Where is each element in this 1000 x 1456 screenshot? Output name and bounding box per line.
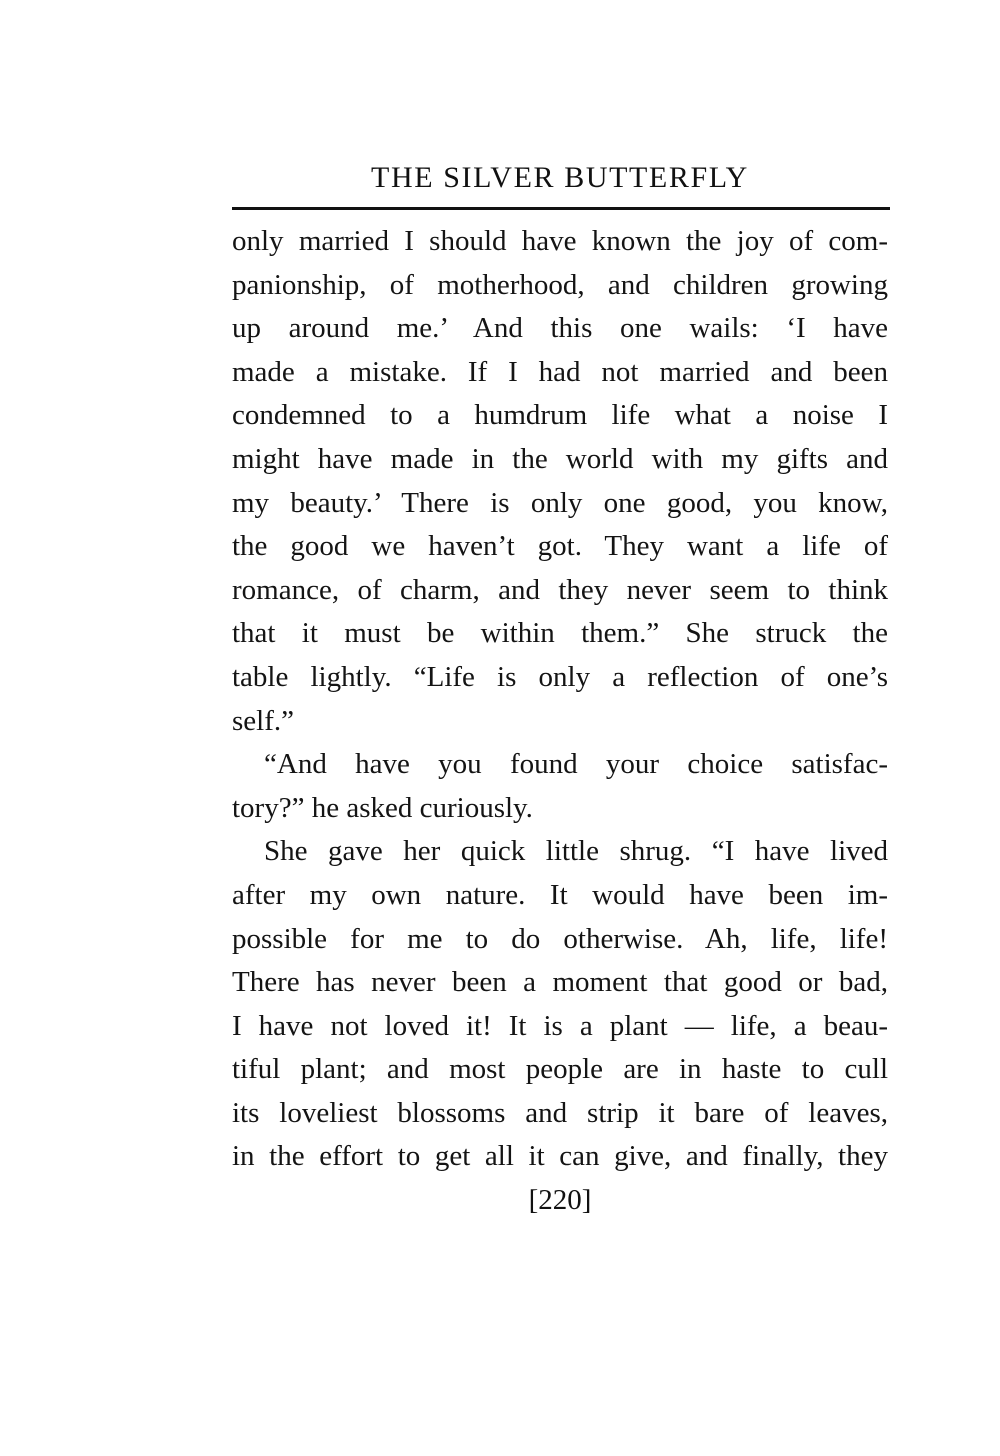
header-rule [232,207,890,210]
text-line: There has never been a moment that good or bad, [232,966,888,999]
text-line: tory?” he asked curiously. [232,791,533,824]
text-line: after my own nature. It would have been im- [232,878,888,911]
text-line: the good we haven’t got. They want a life of [232,530,888,563]
text-line: that it must be within them.” She struck the [232,617,888,650]
text-line: possible for me to do otherwise. Ah, life, life! [232,922,888,955]
text-line: self.” [232,704,294,737]
text-line: made a mistake. If I had not married and been [232,355,888,388]
text-line: condemned to a humdrum life what a noise I [232,399,888,432]
text-line: table lightly. “Life is only a reflection of one’s [232,660,888,693]
text-line: only married I should have known the joy of com- [232,225,888,257]
text-line: up around me.’ And this one wails: ‘I have [232,312,888,345]
text-line: tiful plant; and most people are in haste to cull [232,1053,888,1086]
text-line: I have not loved it! It is a plant — life, a beau- [232,1009,888,1042]
text-line: romance, of charm, and they never seem to think [232,573,888,606]
text-line: in the effort to get all it can give, and finally, they [232,1140,888,1173]
body-text [232,220,888,1179]
text-line: panionship, of motherhood, and children growing [232,268,888,301]
text-line: my beauty.’ There is only one good, you know, [232,486,888,519]
text-line: might have made in the world with my gifts and [232,442,888,475]
text-line: She gave her quick little shrug. “I have lived [264,835,888,868]
page-number: [220] [528,1184,592,1216]
text-line: its loveliest blossoms and strip it bare of leaves, [232,1096,888,1129]
text-line: “And have you found your choice satisfac- [264,748,888,781]
running-head: THE SILVER BUTTERFLY [371,161,749,194]
